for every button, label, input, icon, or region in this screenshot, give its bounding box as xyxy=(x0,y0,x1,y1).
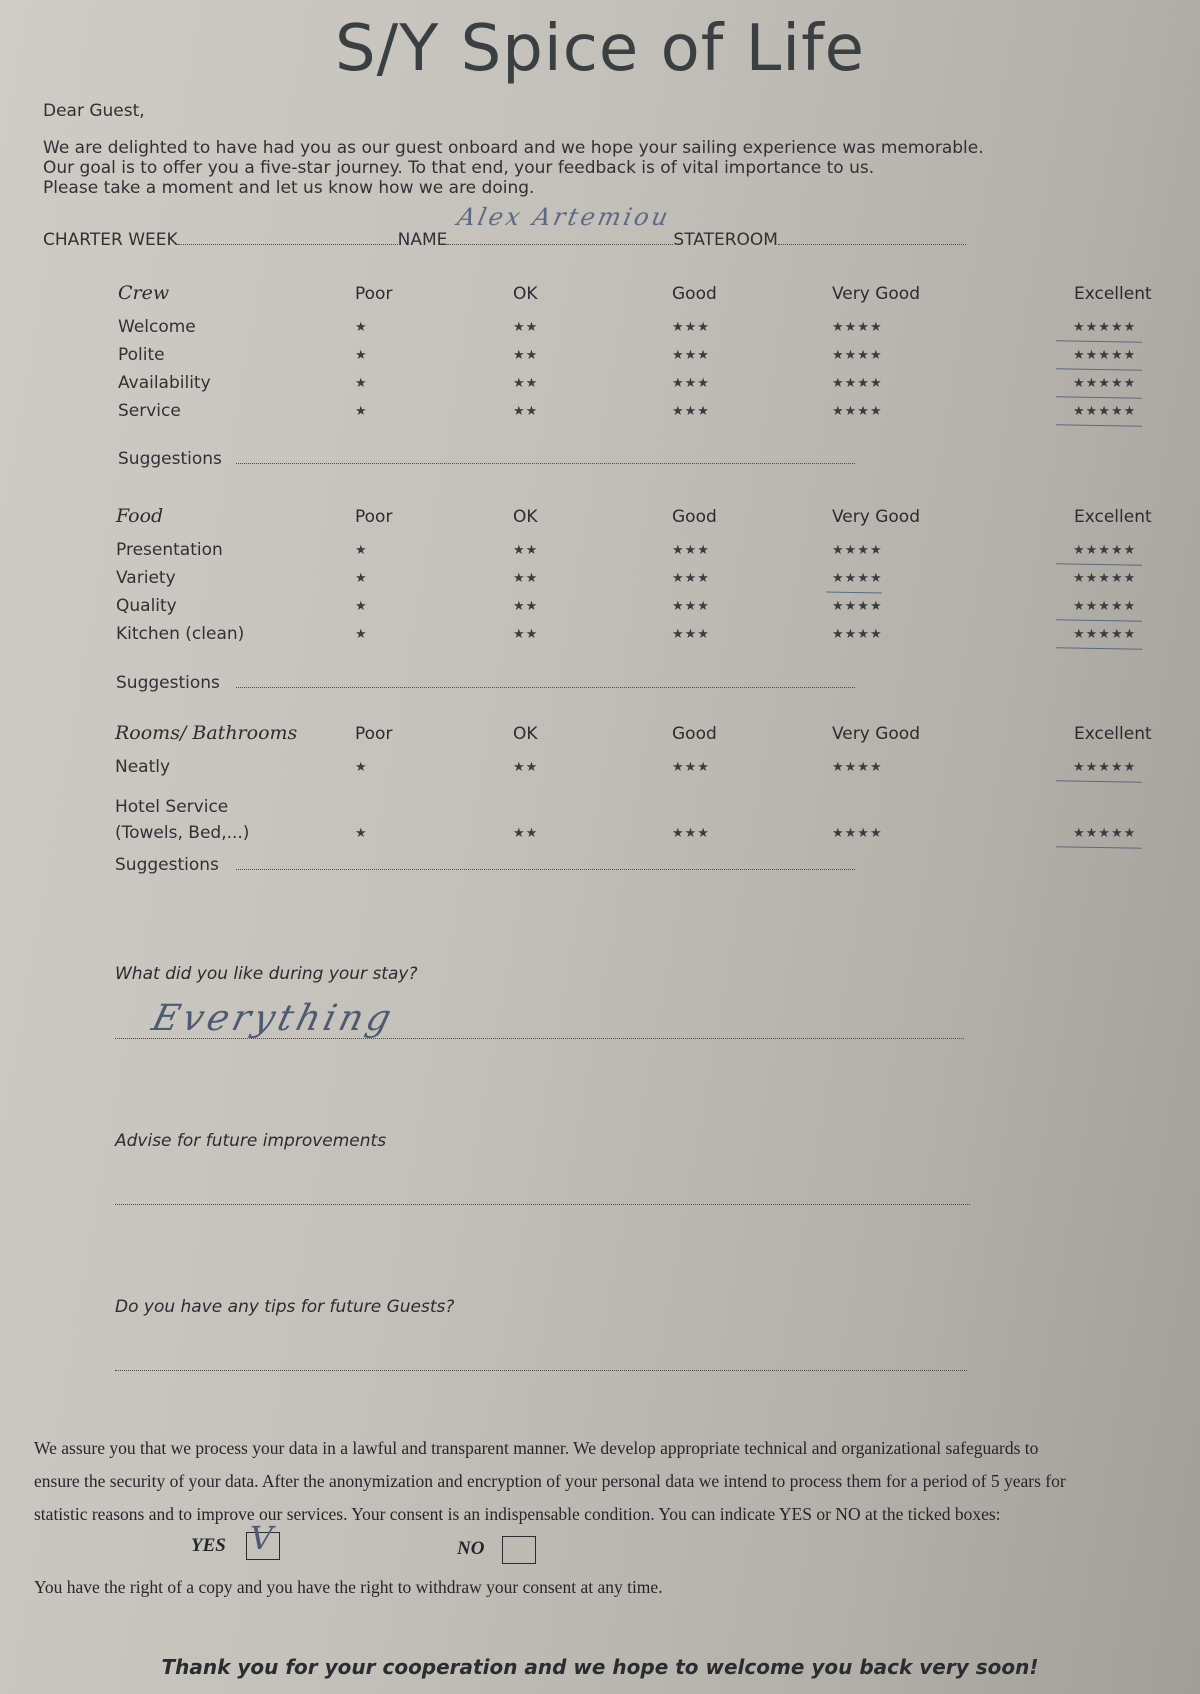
rating-stars-excellent[interactable]: ★★★★★ xyxy=(1073,543,1137,558)
rating-stars-poor[interactable]: ★ xyxy=(355,543,368,558)
column-header-poor: Poor xyxy=(355,724,393,744)
column-header-ok: OK xyxy=(513,284,538,304)
rating-stars-poor[interactable]: ★ xyxy=(355,348,368,363)
suggestions-label: Suggestions xyxy=(116,673,220,693)
rating-stars-ok[interactable]: ★★ xyxy=(513,348,539,363)
header-fields xyxy=(43,230,966,250)
yes-label: YES xyxy=(191,1535,226,1556)
question-label: What did you like during your stay? xyxy=(115,964,418,984)
rating-stars-excellent[interactable]: ★★★★★ xyxy=(1073,571,1137,586)
selected-rating-underline xyxy=(1056,340,1142,343)
question-label: Do you have any tips for future Guests? xyxy=(115,1297,455,1317)
column-header-excellent: Excellent xyxy=(1074,724,1152,744)
column-header-poor: Poor xyxy=(355,284,393,304)
rating-stars-good[interactable]: ★★★ xyxy=(672,599,710,614)
column-header-good: Good xyxy=(672,724,717,744)
consent-text xyxy=(34,1432,1200,1531)
no-checkbox[interactable] xyxy=(502,1536,536,1564)
question-label: Advise for future improvements xyxy=(115,1131,387,1151)
criterion-label: Service xyxy=(118,401,181,421)
name-field[interactable] xyxy=(447,231,673,245)
rating-stars-very-good[interactable]: ★★★★ xyxy=(832,320,883,335)
selected-rating-underline xyxy=(1056,647,1142,650)
rights-text: You have the right of a copy and you have the right to withdraw your consent at any time. xyxy=(34,1577,663,1597)
rating-stars-poor[interactable]: ★ xyxy=(355,571,368,586)
column-header-very-good: Very Good xyxy=(832,724,920,744)
suggestions-label: Suggestions xyxy=(115,855,219,875)
rating-stars-excellent[interactable]: ★★★★★ xyxy=(1073,376,1137,391)
rating-stars-poor[interactable]: ★ xyxy=(355,627,368,642)
rating-stars-very-good[interactable]: ★★★★ xyxy=(832,627,883,642)
criterion-label: Polite xyxy=(118,345,165,365)
rating-stars-ok[interactable]: ★★ xyxy=(513,404,539,419)
charter-week-field[interactable] xyxy=(178,231,398,245)
column-header-good: Good xyxy=(672,284,717,304)
rating-stars-good[interactable]: ★★★ xyxy=(672,571,710,586)
rating-stars-poor[interactable]: ★ xyxy=(355,760,368,775)
column-header-excellent: Excellent xyxy=(1074,284,1152,304)
selected-rating-underline xyxy=(1056,563,1142,566)
rating-stars-good[interactable]: ★★★ xyxy=(672,760,710,775)
criterion-label: Presentation xyxy=(116,540,223,560)
column-header-poor: Poor xyxy=(355,507,393,527)
rating-stars-very-good[interactable]: ★★★★ xyxy=(832,760,883,775)
rating-stars-poor[interactable]: ★ xyxy=(355,320,368,335)
column-header-very-good: Very Good xyxy=(832,284,920,304)
answer-handwritten: Everything xyxy=(147,998,399,1039)
rating-stars-very-good[interactable]: ★★★★ xyxy=(832,543,883,558)
criterion-label: Welcome xyxy=(118,317,196,337)
criterion-label: Hotel Service xyxy=(115,797,229,817)
rating-stars-very-good[interactable]: ★★★★ xyxy=(832,571,883,586)
rating-stars-good[interactable]: ★★★ xyxy=(672,348,710,363)
rating-stars-excellent[interactable]: ★★★★★ xyxy=(1073,348,1137,363)
column-header-ok: OK xyxy=(513,507,538,527)
rating-stars-ok[interactable]: ★★ xyxy=(513,571,539,586)
charter-week-label: CHARTER WEEK xyxy=(43,230,178,250)
rating-stars-ok[interactable]: ★★ xyxy=(513,376,539,391)
rating-stars-ok[interactable]: ★★ xyxy=(513,760,539,775)
rating-stars-good[interactable]: ★★★ xyxy=(672,320,710,335)
rating-stars-excellent[interactable]: ★★★★★ xyxy=(1073,320,1137,335)
name-label: NAME xyxy=(397,230,448,250)
stateroom-field[interactable] xyxy=(778,231,966,245)
rating-stars-very-good[interactable]: ★★★★ xyxy=(832,348,883,363)
selected-rating-underline xyxy=(1056,846,1142,849)
section-title: Rooms/ Bathrooms xyxy=(115,722,298,744)
yes-tick-mark: V xyxy=(250,1519,274,1557)
consent-line: We assure you that we process your data in a lawful and transparent manner. We develop appropriate technical and organizational safeguards to xyxy=(34,1438,1039,1458)
rating-stars-ok[interactable]: ★★ xyxy=(513,627,539,642)
rating-stars-very-good[interactable]: ★★★★ xyxy=(832,376,883,391)
intro-line: Our goal is to offer you a five-star journey. To that end, your feedback is of vital importance to us. xyxy=(43,158,875,178)
criterion-label: Kitchen (clean) xyxy=(116,624,245,644)
rating-stars-good[interactable]: ★★★ xyxy=(672,627,710,642)
selected-rating-underline xyxy=(1056,424,1142,427)
selected-rating-underline xyxy=(1056,368,1142,371)
consent-line: ensure the security of your data. After the anonymization and encryption of your personal data we intend to process them for a period of 5 years for xyxy=(34,1471,1066,1491)
section-title: Crew xyxy=(118,282,170,304)
rating-stars-poor[interactable]: ★ xyxy=(355,599,368,614)
rating-stars-poor[interactable]: ★ xyxy=(355,376,368,391)
rating-stars-good[interactable]: ★★★ xyxy=(672,543,710,558)
rating-stars-excellent[interactable]: ★★★★★ xyxy=(1073,404,1137,419)
selected-rating-underline xyxy=(1056,780,1142,783)
stateroom-label: STATEROOM xyxy=(673,230,778,250)
rating-stars-excellent[interactable]: ★★★★★ xyxy=(1073,599,1137,614)
answer-field[interactable] xyxy=(115,1204,970,1205)
answer-field[interactable] xyxy=(115,1370,967,1371)
rating-stars-ok[interactable]: ★★ xyxy=(513,599,539,614)
rating-stars-poor[interactable]: ★ xyxy=(355,404,368,419)
rating-stars-excellent[interactable]: ★★★★★ xyxy=(1073,627,1137,642)
rating-stars-ok[interactable]: ★★ xyxy=(513,826,539,841)
rating-stars-ok[interactable]: ★★ xyxy=(513,320,539,335)
rating-stars-very-good[interactable]: ★★★★ xyxy=(832,826,883,841)
rating-stars-good[interactable]: ★★★ xyxy=(672,404,710,419)
rating-stars-excellent[interactable]: ★★★★★ xyxy=(1073,760,1137,775)
criterion-label: Neatly xyxy=(115,757,171,777)
name-handwritten-value: Alex Artemiou xyxy=(455,203,674,231)
rating-stars-poor[interactable]: ★ xyxy=(355,826,368,841)
column-header-excellent: Excellent xyxy=(1074,507,1152,527)
intro-line: Please take a moment and let us know how we are doing. xyxy=(43,178,535,198)
suggestions-field[interactable] xyxy=(236,687,855,688)
rating-stars-good[interactable]: ★★★ xyxy=(672,826,710,841)
criterion-label: Quality xyxy=(116,596,177,616)
criterion-label: (Towels, Bed,...) xyxy=(115,823,250,843)
suggestions-label: Suggestions xyxy=(118,449,222,469)
column-header-very-good: Very Good xyxy=(832,507,920,527)
intro-line: We are delighted to have had you as our guest onboard and we hope your sailing experience was memorable. xyxy=(43,138,984,158)
section-title: Food xyxy=(116,505,164,527)
intro-paragraph xyxy=(43,138,984,198)
closing-message: Thank you for your cooperation and we hope to welcome you back very soon! xyxy=(161,1655,1039,1679)
suggestions-field[interactable] xyxy=(236,869,855,870)
column-header-good: Good xyxy=(672,507,717,527)
rating-stars-excellent[interactable]: ★★★★★ xyxy=(1073,826,1137,841)
document-title: S/Y Spice of Life xyxy=(335,12,865,86)
consent-line: statistic reasons and to improve our services. Your consent is an indispensable condition. You can indicate YES or NO at the ticked boxes: xyxy=(34,1504,1001,1524)
rating-stars-very-good[interactable]: ★★★★ xyxy=(832,404,883,419)
rating-stars-good[interactable]: ★★★ xyxy=(672,376,710,391)
column-header-ok: OK xyxy=(513,724,538,744)
rating-stars-ok[interactable]: ★★ xyxy=(513,543,539,558)
no-label: NO xyxy=(457,1538,485,1559)
rating-stars-very-good[interactable]: ★★★★ xyxy=(832,599,883,614)
selected-rating-underline xyxy=(1056,396,1142,399)
criterion-label: Variety xyxy=(116,568,176,588)
suggestions-field[interactable] xyxy=(236,463,855,464)
criterion-label: Availability xyxy=(118,373,211,393)
selected-rating-underline xyxy=(1056,619,1142,622)
selected-rating-underline xyxy=(826,592,882,594)
salutation: Dear Guest, xyxy=(43,101,145,121)
